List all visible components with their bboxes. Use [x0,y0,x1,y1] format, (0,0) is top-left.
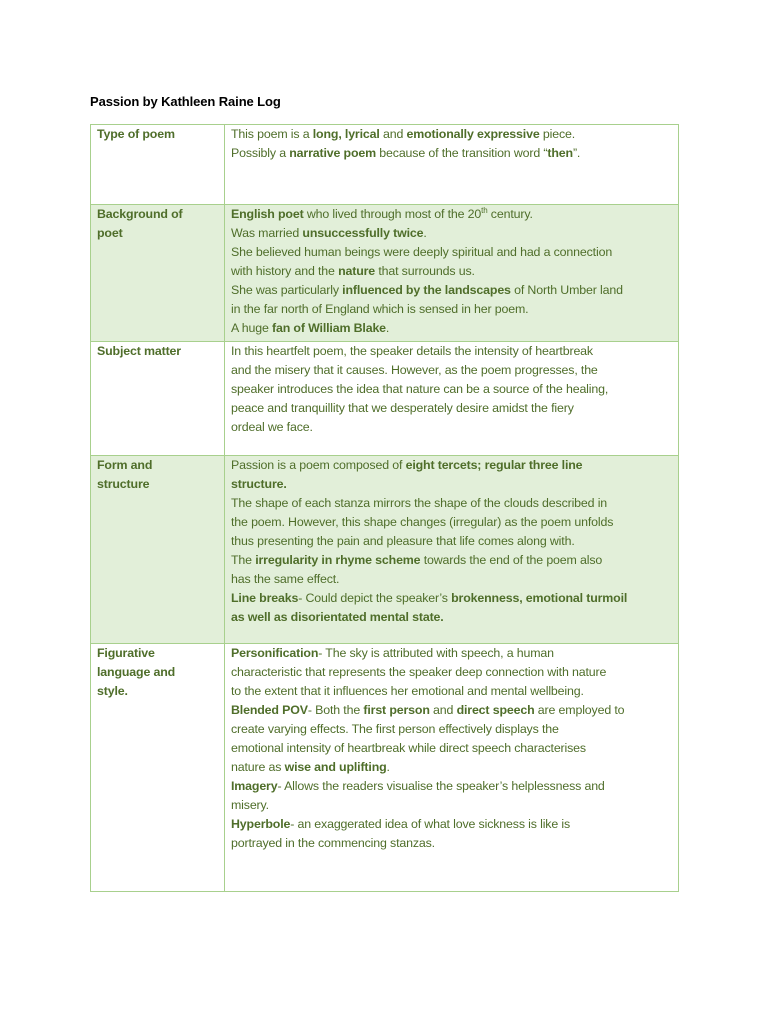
content-line [231,720,672,739]
table-row-subject-matter [91,342,679,456]
emphasis-text: wise and uplifting [284,760,387,774]
body-text: of North Umber land [510,283,623,297]
poem-log-body [91,125,679,892]
body-text: with history and the [231,264,339,278]
content-line [231,319,672,338]
emphasis-text: Hyperbole [231,817,291,831]
content-line [231,224,672,243]
emphasis-text: Line breaks [231,591,299,605]
emphasis-text: Imagery [231,779,278,793]
content-line [231,551,672,570]
content-line [231,494,672,513]
row-label-cell [91,644,225,892]
row-label-line: Figurative [97,646,155,660]
poem-log-table [90,124,679,892]
content-line [231,701,672,720]
content-line [231,777,672,796]
content-line [231,532,672,551]
body-text: because of the transition word “ [376,146,548,160]
document-title: Passion by Kathleen Raine Log [90,94,281,109]
body-text: and the misery that it causes. However, as the poem progresses, the [231,363,598,377]
content-line [231,589,672,608]
body-text: The shape of each stanza mirrors the shape of the clouds described in [231,496,608,510]
body-text: - an exaggerated idea of what love sickness is like is [290,817,571,831]
row-label-line: language and [97,665,176,679]
body-text: are employed to [534,703,625,717]
content-line [231,281,672,300]
body-text: peace and tranquillity that we desperately desire amidst the fiery [231,401,574,415]
row-label-cell [91,456,225,644]
row-content-cell [225,125,679,205]
body-text: . [423,226,427,240]
body-text: to the extent that it influences her emotional and mental wellbeing. [231,684,584,698]
row-label-line: structure [97,477,150,491]
row-label-line: poet [97,226,123,240]
table-row-figurative-language [91,644,679,892]
body-text: ”. [572,146,581,160]
content-line [231,262,672,281]
emphasis-text: eight tercets; regular three line [405,458,583,472]
emphasis-text: irregularity in rhyme scheme [255,553,421,567]
body-text: and [379,127,407,141]
content-line [231,125,672,144]
content-line [231,758,672,777]
emphasis-text: direct speech [456,703,535,717]
content-line [231,739,672,758]
body-text: - Both the [307,703,364,717]
body-text: the poem. However, this shape changes (irregular) as the poem unfolds [231,515,614,529]
table-row-type-of-poem [91,125,679,205]
body-text: who lived through most of the 20 [303,207,482,221]
body-text: piece. [539,127,576,141]
content-line [231,663,672,682]
body-text: A huge [231,321,272,335]
content-line [231,475,672,494]
body-text: - Could depict the speaker’s [298,591,452,605]
content-line [231,399,672,418]
emphasis-text: influenced by the landscapes [342,283,511,297]
emphasis-text: nature [338,264,376,278]
row-content-cell [225,644,679,892]
content-line [231,570,672,589]
emphasis-text: English poet [231,207,304,221]
emphasis-text: unsuccessfully twice [302,226,424,240]
emphasis-text: first person [363,703,430,717]
body-text: th [481,205,488,215]
emphasis-text: Personification [231,646,319,660]
content-line [231,361,672,380]
content-line [231,608,672,627]
row-label-line: Subject matter [97,344,181,358]
row-label-cell [91,342,225,456]
content-line [231,342,672,361]
content-line [231,644,672,663]
body-text: has the same effect. [231,572,340,586]
emphasis-text: fan of William Blake [271,321,386,335]
body-text: misery. [231,798,269,812]
body-text: She was particularly [231,283,343,297]
emphasis-text: as well as disorientated mental state. [231,610,444,624]
content-line [231,796,672,815]
emphasis-text: structure. [231,477,287,491]
table-row-form-and-structure [91,456,679,644]
body-text: portrayed in the commencing stanzas. [231,836,435,850]
emphasis-text: Blended POV [231,703,308,717]
body-text: This poem is a [231,127,313,141]
content-line [231,682,672,701]
body-text: century. [487,207,533,221]
row-label-line: style. [97,684,128,698]
content-line [231,834,672,853]
table-row-background-of-poet [91,205,679,342]
row-content-cell [225,342,679,456]
body-text: emotional intensity of heartbreak while direct speech characterises [231,741,586,755]
row-content-cell [225,456,679,644]
body-text: She believed human beings were deeply spiritual and had a connection [231,245,613,259]
row-label-cell [91,205,225,342]
content-line [231,243,672,262]
row-content-cell [225,205,679,342]
body-text: In this heartfelt poem, the speaker details the intensity of heartbreak [231,344,593,358]
emphasis-text: brokenness, emotional turmoil [451,591,628,605]
row-label-line: Type of poem [97,127,175,141]
body-text: . [386,760,390,774]
emphasis-text: emotionally expressive [406,127,540,141]
emphasis-text: long, lyrical [312,127,380,141]
body-text: Possibly a [231,146,290,160]
row-label-line: Form and [97,458,153,472]
body-text: towards the end of the poem also [420,553,603,567]
body-text: in the far north of England which is sensed in her poem. [231,302,529,316]
body-text: thus presenting the pain and pleasure that life comes along with. [231,534,575,548]
body-text: create varying effects. The first person effectively displays the [231,722,559,736]
emphasis-text: narrative poem [289,146,376,160]
body-text: ordeal we face. [231,420,313,434]
body-text: speaker introduces the idea that nature can be a source of the healing, [231,382,609,396]
body-text: - Allows the readers visualise the speaker’s helplessness and [277,779,605,793]
body-text: . [385,321,390,335]
content-line [231,513,672,532]
content-line [231,815,672,834]
body-text: Was married [231,226,303,240]
row-label-cell [91,125,225,205]
row-label-line: Background of [97,207,183,221]
content-line [231,418,672,437]
content-line [231,144,672,163]
content-line [231,456,672,475]
body-text: Passion is a poem composed of [231,458,406,472]
body-text: and [429,703,457,717]
content-line [231,380,672,399]
body-text: characteristic that represents the speaker deep connection with nature [231,665,607,679]
body-text: that surrounds us. [375,264,475,278]
body-text: nature as [231,760,285,774]
body-text: The [231,553,256,567]
content-line [231,205,672,224]
emphasis-text: then [547,146,573,160]
body-text: - The sky is attributed with speech, a human [318,646,554,660]
content-line [231,300,672,319]
